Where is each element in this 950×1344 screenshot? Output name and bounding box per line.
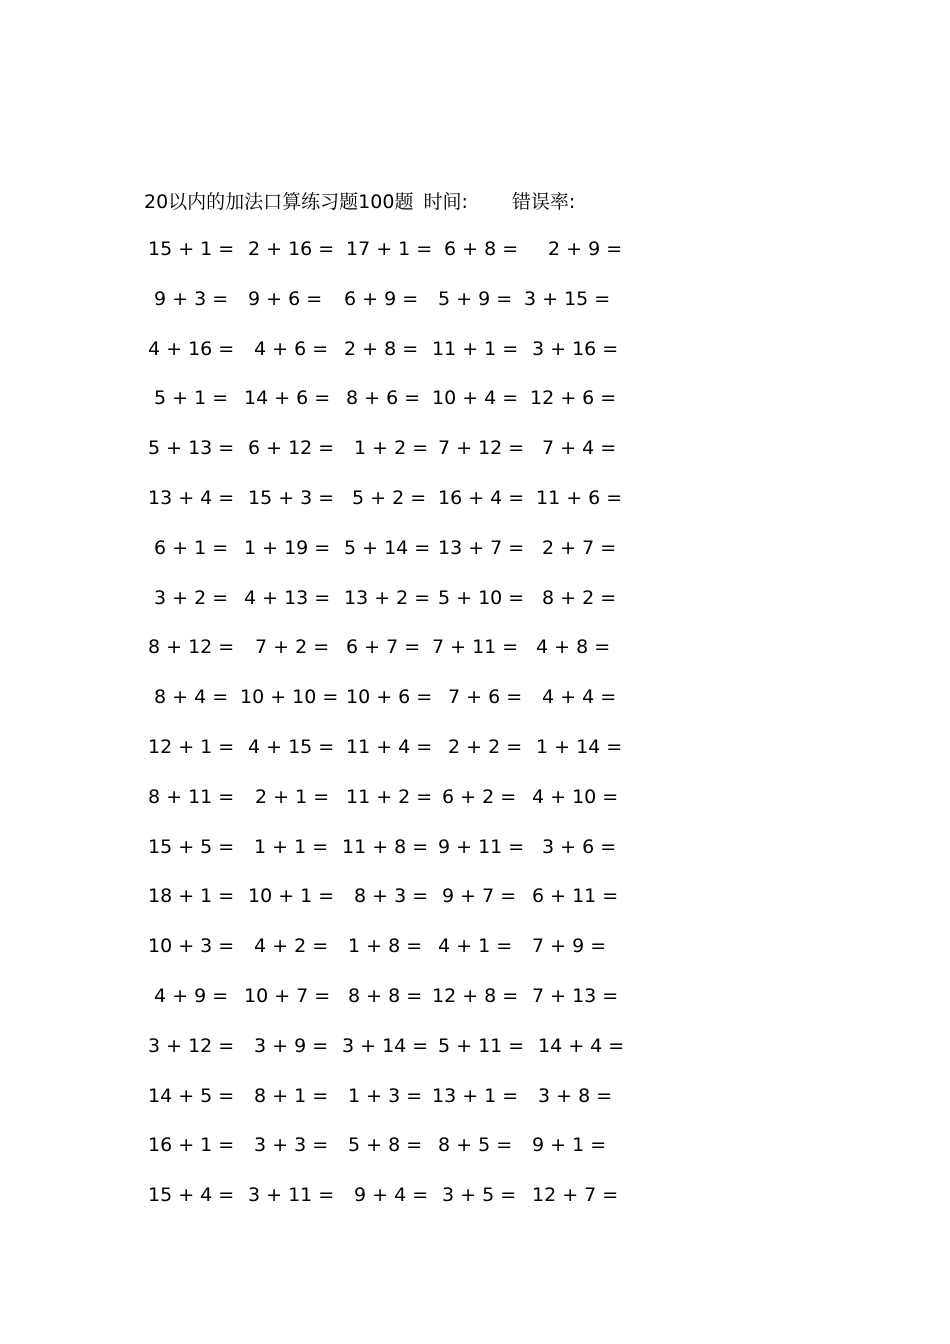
problem-item: 6 + 12 = [248, 437, 335, 460]
problem-item: 1 + 1 = [254, 835, 329, 858]
problem-row [148, 384, 628, 434]
problem-item: 7 + 6 = [448, 686, 523, 709]
problem-item: 15 + 5 = [148, 835, 235, 858]
problem-item: 11 + 4 = [346, 735, 433, 758]
problem-item: 4 + 10 = [532, 785, 619, 808]
problem-grid [148, 235, 628, 1231]
problem-item: 7 + 9 = [532, 935, 607, 958]
time-label: 时间: [423, 190, 468, 213]
problem-item: 4 + 9 = [154, 984, 229, 1007]
problem-item: 4 + 1 = [438, 935, 513, 958]
problem-item: 7 + 13 = [532, 984, 619, 1007]
problem-item: 9 + 1 = [532, 1134, 607, 1157]
problem-row [148, 1082, 628, 1132]
problem-item: 4 + 4 = [542, 686, 617, 709]
worksheet-header [144, 186, 575, 214]
problem-item: 14 + 5 = [148, 1084, 235, 1107]
problem-item: 3 + 2 = [154, 586, 229, 609]
problem-item: 18 + 1 = [148, 885, 235, 908]
problem-row [148, 932, 628, 982]
problem-item: 9 + 11 = [438, 835, 525, 858]
problem-item: 6 + 1 = [154, 536, 229, 559]
problem-item: 10 + 10 = [240, 686, 339, 709]
error-rate-label: 错误率: [511, 190, 576, 213]
problem-item: 10 + 4 = [432, 387, 519, 410]
problem-item: 1 + 14 = [536, 735, 623, 758]
problem-item: 7 + 12 = [438, 437, 525, 460]
problem-item: 9 + 3 = [154, 287, 229, 310]
problem-row [148, 1131, 628, 1181]
problem-item: 16 + 1 = [148, 1134, 235, 1157]
problem-item: 4 + 8 = [536, 636, 611, 659]
problem-item: 11 + 6 = [536, 486, 623, 509]
problem-item: 5 + 13 = [148, 437, 235, 460]
problem-item: 8 + 3 = [354, 885, 429, 908]
problem-item: 2 + 8 = [344, 337, 419, 360]
problem-item: 8 + 5 = [438, 1134, 513, 1157]
problem-item: 12 + 1 = [148, 735, 235, 758]
problem-item: 9 + 7 = [442, 885, 517, 908]
problem-item: 6 + 9 = [344, 287, 419, 310]
problem-row [148, 534, 628, 584]
problem-item: 2 + 7 = [542, 536, 617, 559]
problem-item: 3 + 3 = [254, 1134, 329, 1157]
problem-item: 10 + 6 = [346, 686, 433, 709]
problem-item: 4 + 13 = [244, 586, 331, 609]
problem-row [148, 434, 628, 484]
problem-item: 14 + 4 = [538, 1034, 625, 1057]
problem-item: 5 + 14 = [344, 536, 431, 559]
problem-item: 12 + 7 = [532, 1184, 619, 1207]
problem-row [148, 633, 628, 683]
problem-item: 8 + 11 = [148, 785, 235, 808]
problem-row [148, 484, 628, 534]
problem-item: 3 + 8 = [538, 1084, 613, 1107]
problem-item: 2 + 9 = [548, 238, 623, 260]
problem-item: 3 + 12 = [148, 1034, 235, 1057]
problem-item: 16 + 4 = [438, 486, 525, 509]
problem-row [148, 285, 628, 335]
problem-row [148, 235, 628, 285]
problem-row [148, 683, 628, 733]
problem-item: 4 + 16 = [148, 337, 235, 360]
problem-item: 3 + 15 = [524, 287, 611, 310]
problem-row [148, 882, 628, 932]
problem-item: 13 + 2 = [344, 586, 431, 609]
problem-item: 5 + 1 = [154, 387, 229, 410]
problem-item: 12 + 6 = [530, 387, 617, 410]
problem-item: 13 + 4 = [148, 486, 235, 509]
problem-item: 3 + 9 = [254, 1034, 329, 1057]
problem-item: 8 + 2 = [542, 586, 617, 609]
problem-row [148, 1181, 628, 1231]
problem-item: 9 + 4 = [354, 1184, 429, 1207]
problem-item: 11 + 1 = [432, 337, 519, 360]
problem-item: 10 + 1 = [248, 885, 335, 908]
problem-item: 11 + 8 = [342, 835, 429, 858]
problem-row [148, 733, 628, 783]
problem-item: 8 + 1 = [254, 1084, 329, 1107]
problem-item: 11 + 2 = [346, 785, 433, 808]
problem-item: 5 + 11 = [438, 1034, 525, 1057]
problem-item: 9 + 6 = [248, 287, 323, 310]
problem-item: 2 + 1 = [255, 785, 330, 808]
problem-row [148, 335, 628, 385]
problem-item: 8 + 8 = [348, 984, 423, 1007]
problem-item: 2 + 16 = [248, 238, 335, 260]
problem-item: 10 + 3 = [148, 935, 235, 958]
problem-item: 5 + 10 = [438, 586, 525, 609]
problem-item: 15 + 4 = [148, 1184, 235, 1207]
problem-item: 6 + 8 = [444, 238, 519, 260]
problem-item: 8 + 4 = [154, 686, 229, 709]
problem-row [148, 982, 628, 1032]
worksheet-title: 20以内的加法口算练习题100题 [144, 190, 414, 213]
problem-item: 1 + 3 = [348, 1084, 423, 1107]
problem-row [148, 1032, 628, 1082]
problem-item: 3 + 6 = [542, 835, 617, 858]
problem-item: 13 + 1 = [432, 1084, 519, 1107]
problem-item: 6 + 2 = [442, 785, 517, 808]
problem-item: 1 + 2 = [354, 437, 429, 460]
problem-item: 15 + 3 = [248, 486, 335, 509]
problem-item: 8 + 12 = [148, 636, 235, 659]
problem-row [148, 584, 628, 634]
problem-item: 14 + 6 = [244, 387, 331, 410]
problem-item: 7 + 4 = [542, 437, 617, 460]
problem-item: 7 + 11 = [432, 636, 519, 659]
problem-item: 4 + 15 = [248, 735, 335, 758]
problem-item: 15 + 1 = [148, 238, 235, 260]
problem-item: 1 + 19 = [244, 536, 331, 559]
problem-item: 12 + 8 = [432, 984, 519, 1007]
problem-item: 10 + 7 = [244, 984, 331, 1007]
problem-item: 4 + 6 = [254, 337, 329, 360]
problem-item: 7 + 2 = [255, 636, 330, 659]
problem-item: 17 + 1 = [346, 238, 433, 260]
problem-item: 3 + 11 = [248, 1184, 335, 1207]
problem-row [148, 783, 628, 833]
problem-item: 6 + 7 = [346, 636, 421, 659]
problem-row [148, 833, 628, 883]
problem-item: 8 + 6 = [346, 387, 421, 410]
problem-item: 5 + 2 = [352, 486, 427, 509]
problem-item: 5 + 9 = [438, 287, 513, 310]
problem-item: 5 + 8 = [348, 1134, 423, 1157]
problem-item: 3 + 5 = [442, 1184, 517, 1207]
problem-item: 1 + 8 = [348, 935, 423, 958]
problem-item: 13 + 7 = [438, 536, 525, 559]
problem-item: 3 + 14 = [342, 1034, 429, 1057]
problem-item: 6 + 11 = [532, 885, 619, 908]
problem-item: 3 + 16 = [532, 337, 619, 360]
problem-item: 4 + 2 = [254, 935, 329, 958]
problem-item: 2 + 2 = [448, 735, 523, 758]
